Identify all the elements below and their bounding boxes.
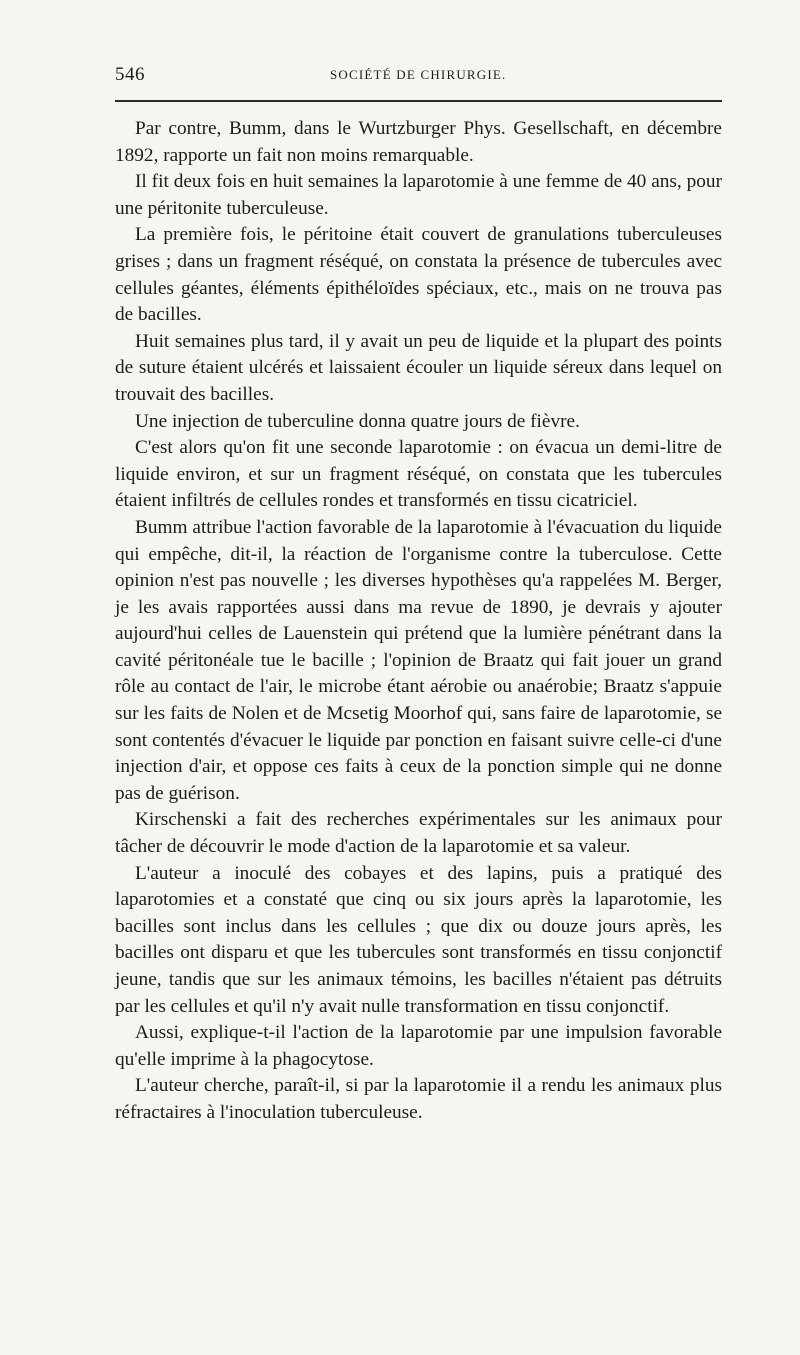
page-header (115, 64, 722, 88)
paragraph: Bumm attribue l'action favorable de la laparotomie à l'évacuation du liquide qui empêche, dit-il, la réaction de l'organisme contre la tuberculose. Cette opinion n'est pas nouvelle ; les diverses hypothèses qu'a rappelées M. Berger, je les avais rapportées aussi dans ma revue de 1890, je devrais y ajouter aujourd'hui celles de Lauenstein qui prétend que la lumière pénétrant dans la cavité péritonéale tue le bacille ; l'opinion de Braatz qui fait jouer un grand rôle au contact de l'air, le microbe étant aérobie ou anaérobie; Braatz s'appuie sur les faits de Nolen et de Mcsetig Moorhof qui, sans faire de laparotomie, se sont contentés d'évacuer le liquide par ponction en faisant suivre celle-ci d'une injection d'air, et oppose ces faits à ceux de la ponction simple qui ne donne pas de guérison. (115, 516, 722, 804)
paragraph: Aussi, explique-t-il l'action de la laparotomie par une impulsion favorable qu'elle imprime à la phagocytose. (115, 1022, 722, 1070)
paragraph: Une injection de tuberculine donna quatre jours de fièvre. (135, 410, 580, 432)
paragraph: L'auteur a inoculé des cobayes et des lapins, puis a pratiqué des laparotomies et a constaté que cinq ou six jours après la laparotomie, les bacilles sont inclus dans les cellules ; que dix ou douze jours après, les bacilles ont disparu et que les tubercules sont transformés en tissu conjonctif jeune, tandis que sur les animaux témoins, les bacilles n'étaient pas détruits par les cellules et qu'il n'y avait nulle transformation en tissu conjonctif. (115, 862, 722, 1017)
paragraph: Par contre, Bumm, dans le Wurtzburger Phys. Gesellschaft, en décembre 1892, rapporte un fait non moins remarquable. (115, 118, 722, 166)
paragraph: Il fit deux fois en huit semaines la laparotomie à une femme de 40 ans, pour une péritonite tuberculeuse. (115, 171, 722, 219)
paragraph: Kirschenski a fait des recherches expérimentales sur les animaux pour tâcher de découvrir le mode d'action de la laparotomie et sa valeur. (115, 809, 722, 858)
header-rule (115, 100, 722, 102)
paragraph: Huit semaines plus tard, il y avait un peu de liquide et la plupart des points de suture étaient ulcérés et laissaient écouler un liquide séreux dans lequel on trouvait des bacilles. (115, 330, 722, 405)
paragraph: C'est alors qu'on fit une seconde laparotomie : on évacua un demi-litre de liquide environ, et sur un fragment réséqué, on constata que les tubercules étaient infiltrés de cellules rondes et transformés en tissu cicatriciel. (115, 437, 722, 512)
running-title: SOCIÉTÉ DE CHIRURGIE. (330, 67, 507, 82)
paragraph: La première fois, le péritoine était couvert de granulations tuberculeuses grises ; dans un fragment réséqué, on constata la présence de tubercules avec cellules géantes, éléments épithéloïdes spéciaux, etc., mais on ne trouva pas de bacilles. (115, 224, 722, 326)
page-number: 546 (115, 64, 145, 85)
body-text (115, 116, 722, 1127)
paragraph: L'auteur cherche, paraît-il, si par la laparotomie il a rendu les animaux plus réfractaires à l'inoculation tuberculeuse. (115, 1075, 722, 1123)
